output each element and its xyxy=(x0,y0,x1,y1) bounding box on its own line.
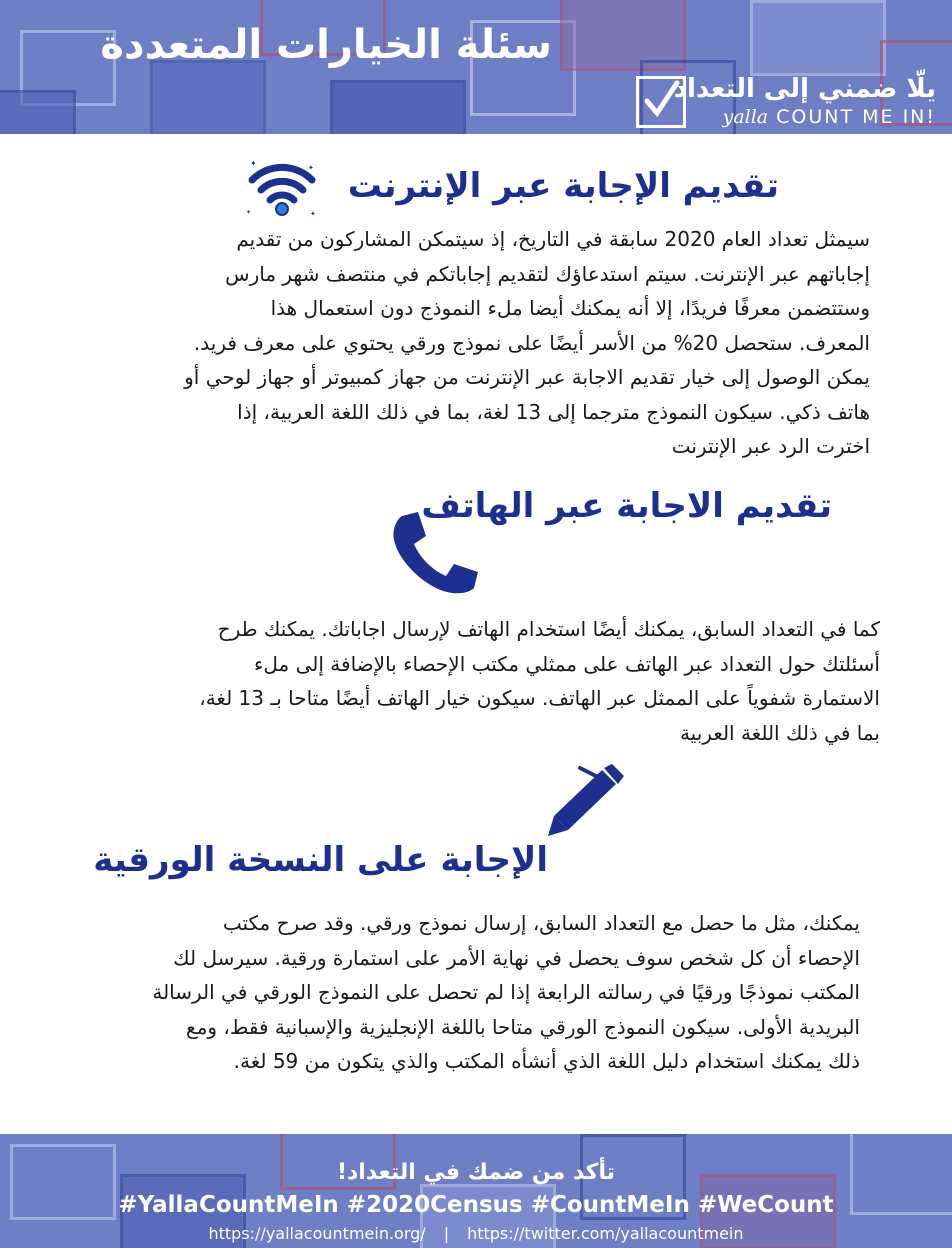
footer-banner xyxy=(0,1134,952,1248)
page-title: سئلة الخيارات المتعددة xyxy=(100,22,552,68)
paragraph-line: يمكن الوصول إلى خيار تقديم الاجابة عبر الإنترنت من جهاز كمبيوتر أو جهاز لوحي أو xyxy=(184,365,870,389)
wifi-icon xyxy=(246,158,318,222)
paragraph-line: المعرف. ستحصل 20% من الأسر أيضًا على نموذج ورقي يحتوي على معرف فريد. xyxy=(193,330,870,355)
paragraph-line: اخترت الرد عبر الإنترنت xyxy=(671,434,870,458)
paragraph-line: كما في التعداد السابق، يمكنك أيضًا استخدام الهاتف لإرسال اجاباتك. يمكنك طرح xyxy=(217,617,880,641)
header-banner xyxy=(0,0,952,134)
logo-arabic-text: يلّا ضمني إلى التعداد xyxy=(673,74,936,104)
decor-square xyxy=(750,0,886,76)
svg-text:✦: ✦ xyxy=(308,164,314,172)
paragraph-line: وستتضمن معرفًا فريدًا، إلا أنه يمكنك أيضا ملء النموذج دون استعمال هذا xyxy=(270,296,870,320)
svg-text:✦: ✦ xyxy=(246,209,252,216)
paragraph-line: ذلك يمكنك استخدام دليل اللغة الذي أنشأه المكتب والذي يتكون من 59 لغة. xyxy=(233,1049,860,1073)
footer-links xyxy=(0,1224,952,1243)
website-link[interactable]: https://yallacountmein.org/ xyxy=(208,1224,426,1243)
paragraph-online xyxy=(50,222,870,464)
section-heading-phone: تقديم الاجابة عبر الهاتف xyxy=(421,486,832,526)
decor-square xyxy=(0,90,76,134)
paragraph-line: المكتب نموذجًا ورقيًا في رسالته الرابعة إذا لم تحصل على النموذج الورقي في الرسالة xyxy=(152,980,860,1004)
section-heading-online: تقديم الإجابة عبر الإنترنت xyxy=(347,166,779,206)
logo-english-text: yalla COUNT ME IN! xyxy=(722,106,936,128)
twitter-link[interactable]: https://twitter.com/yallacountmein xyxy=(467,1224,744,1243)
paragraph-line: البريدية الأولى. سيكون النموذج الورقي متاحا باللغة الإنجليزية والإسبانية فقط، ومع xyxy=(186,1014,860,1039)
decor-square xyxy=(330,80,466,134)
section-heading-paper: الإجابة على النسخة الورقية xyxy=(93,840,548,880)
svg-text:✦: ✦ xyxy=(250,159,257,168)
paragraph-phone xyxy=(50,612,880,750)
paragraph-line: الاستمارة شفوياً على الممثل عبر الهاتف. سيكون خيار الهاتف أيضًا متاحا بـ 13 لغة، xyxy=(199,686,880,710)
paragraph-line: هاتف ذكي. سيكون النموذج مترجما إلى 13 لغة، بما في ذلك اللغة العربية، إذا xyxy=(237,399,870,424)
paragraph-line: بما في ذلك اللغة العربية xyxy=(679,720,880,745)
paragraph-paper xyxy=(50,906,860,1079)
footer-hashtags: #YallaCountMeIn #2020Census #CountMeIn #WeCount xyxy=(118,1192,834,1218)
svg-text:✦: ✦ xyxy=(310,210,316,218)
footer-tagline: تأكد من ضمك في التعداد! xyxy=(336,1160,615,1185)
link-separator: | xyxy=(443,1224,450,1243)
paragraph-line: أسئلتك حول التعداد عبر الهاتف على ممثلي مكتب الإحصاء بالإضافة إلى ملء xyxy=(254,651,880,676)
paragraph-line: الإحصاء أن كل شخص سوف يحصل في نهاية الأمر على استمارة ورقية. سيرسل لك xyxy=(173,945,860,970)
paragraph-line: يمكنك، مثل ما حصل مع التعداد السابق، إرسال نموذج ورقي. وقد صرح مكتب xyxy=(222,911,860,935)
logo xyxy=(636,74,936,132)
pen-icon xyxy=(544,764,624,844)
paragraph-line: سيمثل تعداد العام 2020 سابقة في التاريخ، إذ سيتمكن المشاركون من تقديم xyxy=(236,227,870,251)
phone-icon xyxy=(388,510,484,600)
paragraph-line: إجاباتهم عبر الإنترنت. سيتم استدعاؤك لتقديم إجاباتكم في منتصف شهر مارس xyxy=(225,261,870,286)
decor-square xyxy=(150,60,266,134)
